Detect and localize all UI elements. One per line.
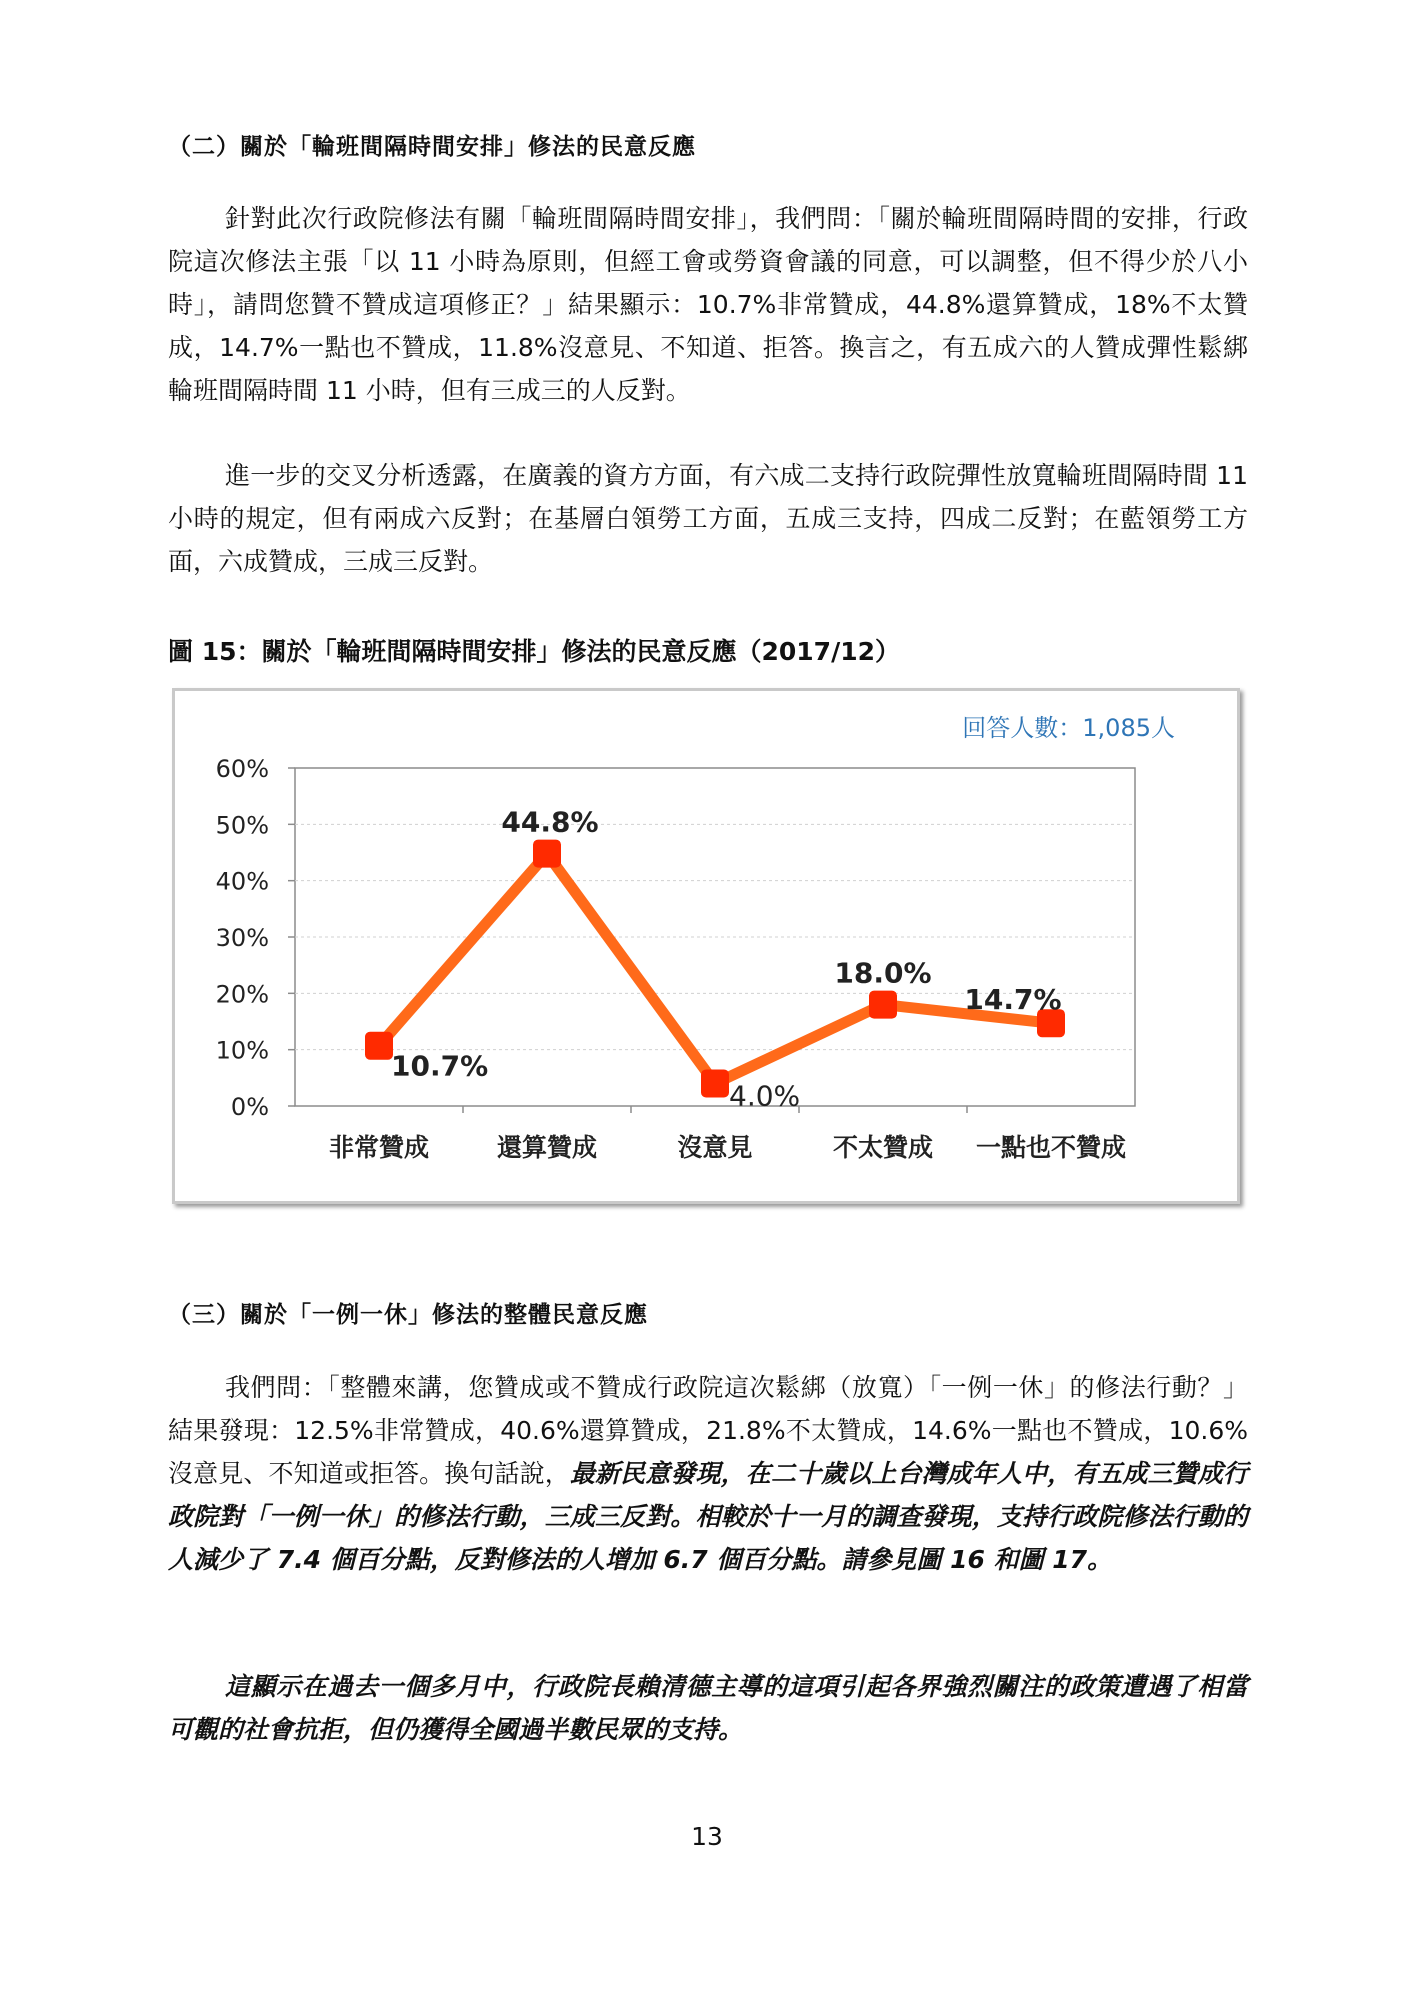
respondents-annotation: 回答人數：1,085人 (962, 714, 1175, 742)
y-tick-label: 10% (215, 1036, 269, 1065)
section-2-paragraph-2: 進一步的交叉分析透露，在廣義的資方方面，有六成二支持行政院彈性放寬輪班間隔時間 11 小時的規定，但有兩成六反對；在基層白領勞工方面，五成三支持，四成二反對；在藍領勞工方面，六成贊成，三成三反對。 (168, 461, 1248, 576)
line-chart (172, 688, 1240, 1204)
section-3-paragraph-1-emphasis: 最新民意發現，在二十歲以上台灣成年人中，有五成三贊成行政院對「一例一休」的修法行動，三成三反對。相較於十一月的調查發現，支持行政院修法行動的人減少了 7.4 個百分點，反對修法的人增加 6.7 個百分點。請參見圖 16 和圖 17。 (168, 1459, 1248, 1574)
section-2-paragraph-1: 針對此次行政院修法有關「輪班間隔時間安排」，我們問：「關於輪班間隔時間的安排，行政院這次修法主張「以 11 小時為原則，但經工會或勞資會議的同意，可以調整，但不得少於八小時」，請問您贊不贊成這項修正？」結果顯示：10.7%非常贊成，44.8%還算贊成，18%不太贊成，14.7%一點也不贊成，11.8%沒意見、不知道、拒答。換言之，有五成六的人贊成彈性鬆綁輪班間隔時間 11 小時，但有三成三的人反對。 (168, 204, 1248, 405)
y-tick-label: 30% (215, 924, 269, 952)
x-category-label: 不太贊成 (832, 1133, 934, 1162)
y-tick-label: 60% (215, 755, 269, 783)
data-label: 10.7% (391, 1049, 489, 1083)
y-tick-label: 0% (230, 1093, 269, 1121)
y-tick-label: 40% (215, 867, 269, 896)
figure-caption: 圖 15：關於「輪班間隔時間安排」修法的民意反應（2017/12） (168, 637, 900, 666)
x-category-label: 非常贊成 (328, 1133, 430, 1162)
section-2-heading: （二）關於「輪班間隔時間安排」修法的民意反應 (168, 133, 696, 160)
chart-canvas (175, 691, 1237, 1201)
page-number: 13 (691, 1822, 723, 1851)
data-label: 14.7% (964, 983, 1062, 1017)
section-3-heading: （三）關於「一例一休」修法的整體民意反應 (168, 1301, 648, 1328)
section-3-paragraph-2 (168, 1665, 1248, 1751)
section-3-paragraph-2-emphasis: 這顯示在過去一個多月中，行政院長賴清德主導的這項引起各界強烈關注的政策遭遇了相當可觀的社會抗拒，但仍獲得全國過半數民眾的支持。 (168, 1672, 1248, 1744)
data-label: 18.0% (834, 956, 932, 990)
section-3-paragraph-1-text: 我們問：「整體來講，您贊成或不贊成行政院這次鬆綁（放寬）「一例一休」的修法行動？」結果發現：12.5%非常贊成，40.6%還算贊成，21.8%不太贊成，14.6%一點也不贊成，10.6%沒意見、不知道或拒答。換句話說， (168, 1373, 1248, 1488)
x-category-label: 還算贊成 (496, 1133, 598, 1162)
data-point (533, 840, 561, 868)
data-label: 4.0% (729, 1079, 801, 1113)
y-tick-label: 50% (215, 811, 269, 840)
x-category-label: 沒意見 (677, 1133, 753, 1162)
data-point (869, 991, 897, 1019)
data-point (701, 1069, 729, 1097)
section-3-paragraph-1 (168, 1366, 1248, 1581)
data-point (365, 1032, 393, 1060)
x-category-label: 一點也不贊成 (975, 1133, 1127, 1162)
data-label: 44.8% (501, 805, 599, 839)
y-tick-label: 20% (215, 980, 269, 1009)
